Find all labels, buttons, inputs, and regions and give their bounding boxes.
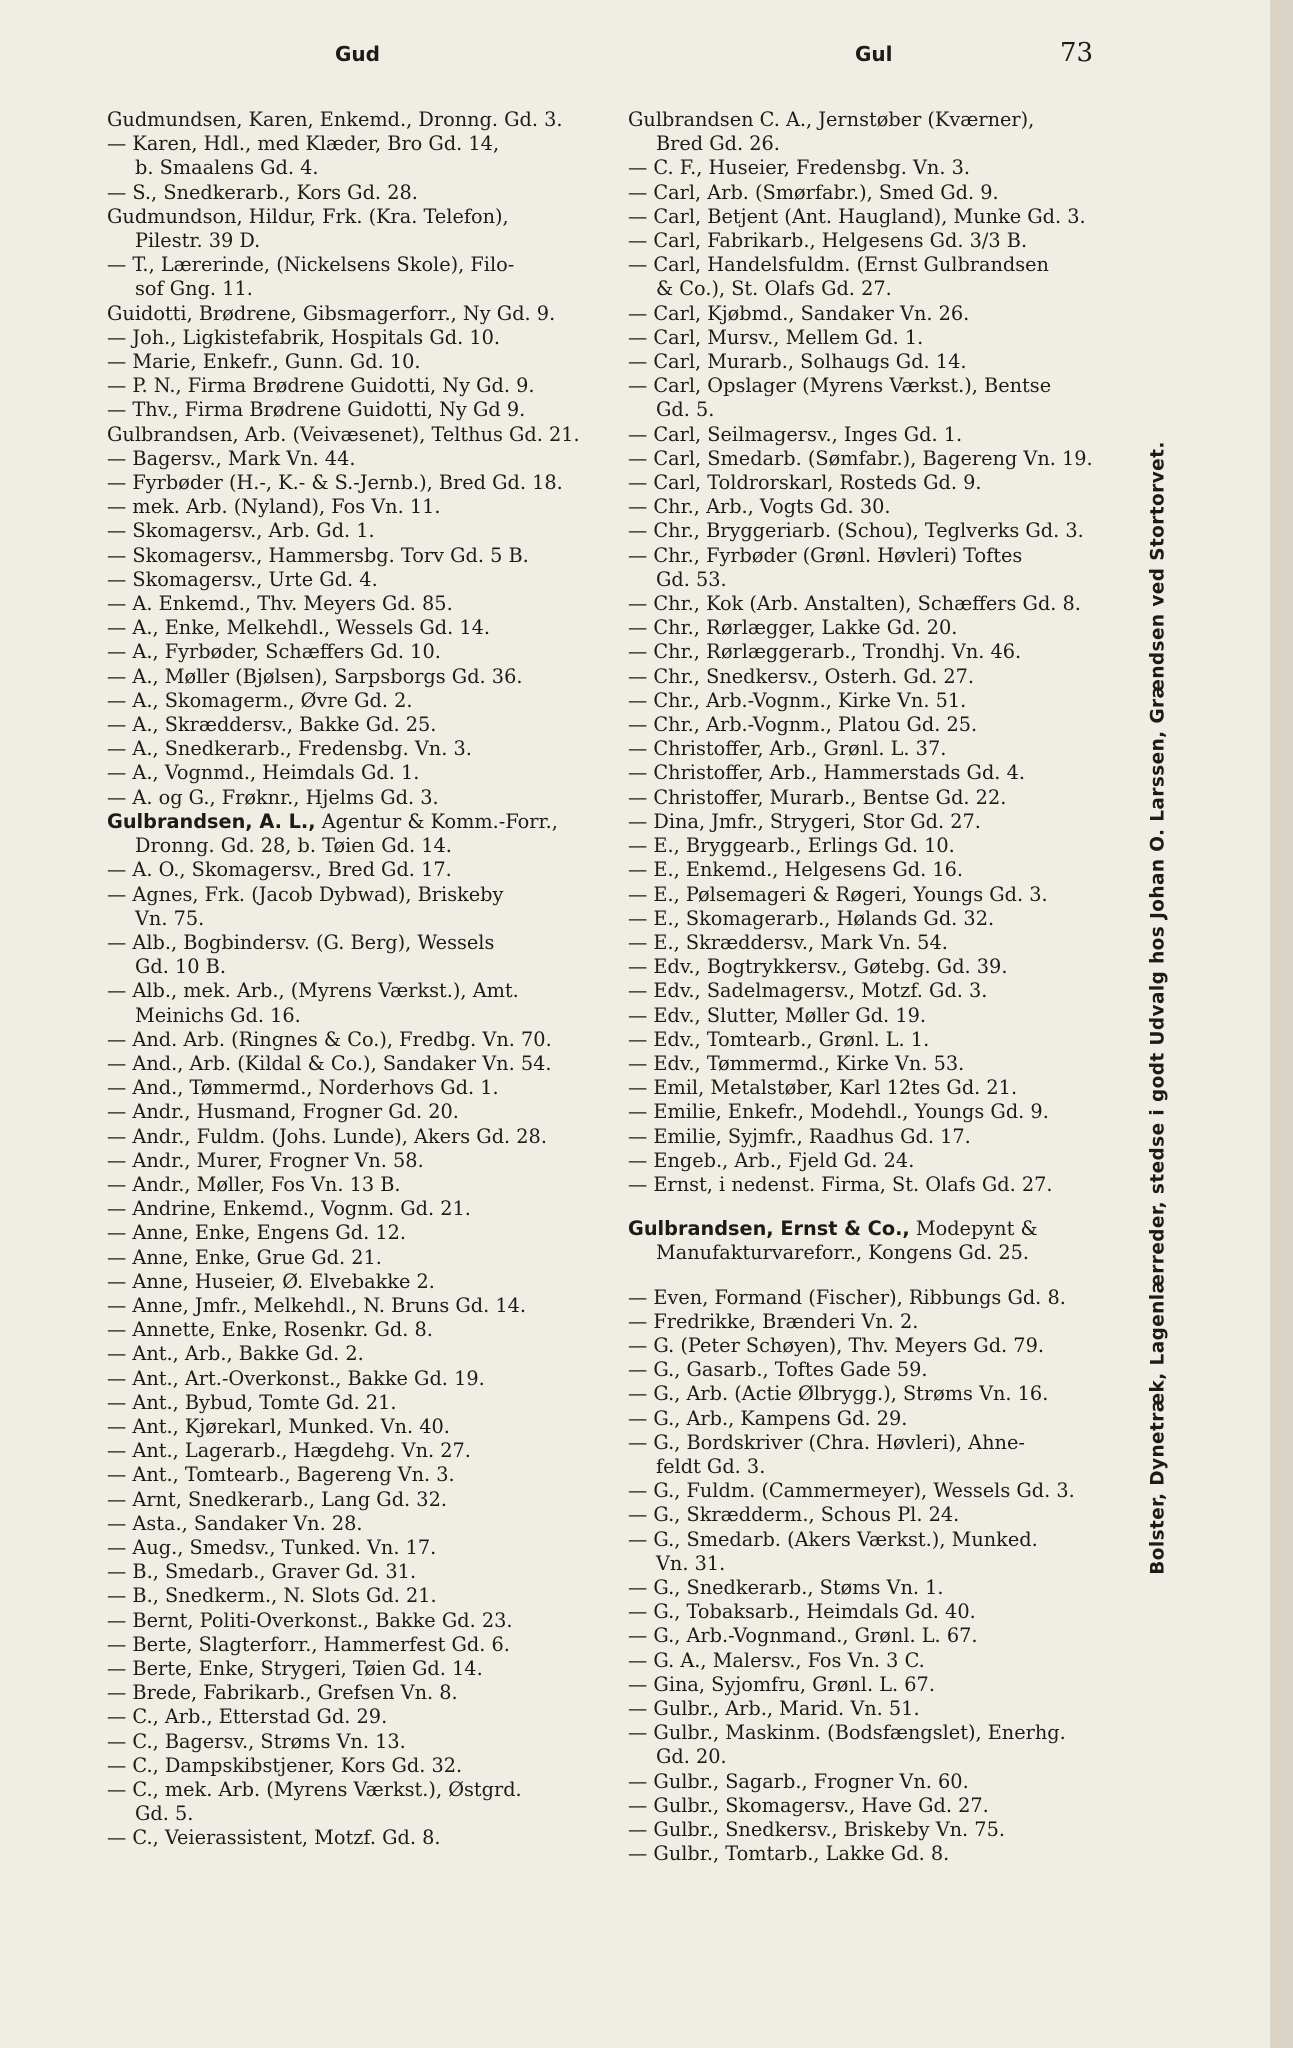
- directory-entry: [107, 1197, 619, 1221]
- entry-line: — Annette, Enke, Rosenkr. Gd. 8.: [107, 1318, 433, 1342]
- entry-line: — Emilie, Enkefr., Modehdl., Youngs Gd. 9.: [628, 1100, 1049, 1124]
- directory-entry: [107, 1439, 619, 1463]
- entry-line: — Thv., Firma Brødrene Guidotti, Ny Gd 9.: [107, 398, 526, 422]
- entry-line: — A., Snedkerarb., Fredensbg. Vn. 3.: [107, 737, 472, 761]
- entry-line: — G. (Peter Schøyen), Thv. Meyers Gd. 79.: [628, 1333, 1044, 1357]
- entry-line: — Carl, Murarb., Solhaugs Gd. 14.: [628, 350, 967, 374]
- entry-line: — C., Veierassistent, Motzf. Gd. 8.: [107, 1826, 441, 1850]
- directory-entry: [107, 447, 619, 471]
- directory-entry: [628, 737, 1138, 761]
- directory-entry: [628, 883, 1138, 907]
- directory-entry: [107, 1705, 619, 1729]
- entry-line: — Chr., Bryggeriarb. (Schou), Teglverks Gd. 3.: [628, 519, 1084, 543]
- entry-line: — A., Fyrbøder, Schæffers Gd. 10.: [107, 640, 441, 664]
- directory-entry: [107, 568, 619, 592]
- directory-entry: [628, 761, 1138, 785]
- entry-line: — Christoffer, Arb., Grønl. L. 37.: [628, 737, 947, 761]
- directory-entry: [107, 1754, 619, 1778]
- directory-entry: [628, 979, 1138, 1003]
- directory-entry: [107, 883, 619, 931]
- entry-continuation: Pilestr. 39 D.: [135, 229, 261, 253]
- entry-line: — Brede, Fabrikarb., Grefsen Vn. 8.: [107, 1681, 458, 1705]
- entry-line: — Skomagersv., Urte Gd. 4.: [107, 567, 378, 591]
- entry-continuation: Bred Gd. 26.: [656, 132, 780, 156]
- entry-line: — Gulbr., Arb., Marid. Vn. 51.: [628, 1697, 920, 1720]
- directory-entry: [628, 1028, 1138, 1052]
- directory-entry: [628, 858, 1138, 882]
- entry-line: — Alb., mek. Arb., (Myrens Værkst.), Amt.: [107, 979, 519, 1003]
- directory-entry: [107, 1149, 619, 1173]
- page-number: 73: [1060, 38, 1094, 68]
- directory-entry: [107, 1681, 619, 1705]
- entry-line: — Chr., Fyrbøder (Grønl. Høvleri) Toftes: [628, 543, 1023, 567]
- entry-line: — S., Snedkerarb., Kors Gd. 28.: [107, 180, 418, 204]
- header-left-guide: Gud: [335, 42, 380, 66]
- entry-line: — Emilie, Syjmfr., Raadhus Gd. 17.: [628, 1124, 971, 1148]
- directory-entry: [107, 181, 619, 205]
- entry-line: — Dina, Jmfr., Strygeri, Stor Gd. 27.: [628, 809, 981, 833]
- directory-entry: [107, 1463, 619, 1487]
- entry-line: — C., Dampskibstjener, Kors Gd. 32.: [107, 1753, 463, 1777]
- directory-entry: [107, 108, 619, 132]
- directory-entry: [107, 326, 619, 350]
- directory-entry: [628, 374, 1138, 422]
- entry-line: — Chr., Snedkersv., Osterh. Gd. 27.: [628, 664, 975, 688]
- directory-entry: [628, 1528, 1138, 1576]
- entry-line: — Marie, Enkefr., Gunn. Gd. 10.: [107, 350, 421, 374]
- directory-entry: [107, 519, 619, 543]
- entry-line: — G., Smedarb. (Akers Værkst.), Munked.: [628, 1527, 1038, 1551]
- entry-line: — T., Lærerinde, (Nickelsens Skole), Filo-: [107, 253, 515, 277]
- entry-line: — Ant., Tomtearb., Bagereng Vn. 3.: [107, 1463, 455, 1487]
- directory-entry: [628, 1624, 1138, 1648]
- entry-line: — Andr., Fuldm. (Johs. Lunde), Akers Gd. 28.: [107, 1124, 547, 1148]
- entry-line: — Agnes, Frk. (Jacob Dybwad), Briskeby: [107, 882, 504, 906]
- directory-entry: [628, 1382, 1138, 1406]
- directory-entry: [107, 1778, 619, 1826]
- directory-entry: [628, 955, 1138, 979]
- entry-line: — C., Bagersv., Strøms Vn. 13.: [107, 1729, 406, 1753]
- entry-line: — G., Gasarb., Toftes Gade 59.: [628, 1358, 928, 1382]
- directory-entry: [107, 253, 619, 301]
- directory-entry: [107, 1560, 619, 1584]
- entry-line: — G., Bordskriver (Chra. Høvleri), Ahne-: [628, 1430, 1025, 1454]
- left-column: [107, 108, 619, 1851]
- directory-entry: [107, 1657, 619, 1681]
- entry-line: — G., Snedkerarb., Støms Vn. 1.: [628, 1575, 944, 1599]
- directory-entry: [628, 1794, 1138, 1818]
- entry-line: — Ant., Kjørekarl, Munked. Vn. 40.: [107, 1414, 450, 1438]
- entry-line: — Bernt, Politi-Overkonst., Bakke Gd. 23.: [107, 1608, 513, 1632]
- directory-entry: [628, 1286, 1138, 1310]
- directory-entry: [628, 1334, 1138, 1358]
- entry-line: — And. Arb. (Ringnes & Co.), Fredbg. Vn. 70.: [107, 1027, 552, 1051]
- entry-line: — Carl, Seilmagersv., Inges Gd. 1.: [628, 422, 963, 446]
- directory-entry: [107, 1076, 619, 1100]
- directory-entry: [107, 1391, 619, 1415]
- entry-continuation: Gd. 5.: [656, 398, 715, 422]
- entry-line: — C. F., Huseier, Fredensbg. Vn. 3.: [628, 156, 970, 180]
- directory-entry: [628, 931, 1138, 955]
- directory-entry: [628, 1173, 1138, 1197]
- directory-entry: [107, 1584, 619, 1608]
- directory-entry: [107, 1028, 619, 1052]
- entry-line: — E., Pølsemageri & Røgeri, Youngs Gd. 3.: [628, 882, 1048, 906]
- directory-entry: [628, 350, 1138, 374]
- directory-entry: [107, 1826, 619, 1850]
- directory-entry: [107, 1270, 619, 1294]
- entry-continuation: sof Gng. 11.: [135, 277, 253, 301]
- entry-line: — Andr., Møller, Fos Vn. 13 B.: [107, 1172, 401, 1196]
- entry-line: — Berte, Slagterforr., Hammerfest Gd. 6.: [107, 1632, 510, 1656]
- header-right-guide: Gul: [855, 42, 893, 66]
- right-column: [628, 108, 1138, 1866]
- entry-line: — Chr., Kok (Arb. Anstalten), Schæffers Gd. 8.: [628, 592, 1081, 616]
- entry-line: — E., Skomagerarb., Hølands Gd. 32.: [628, 906, 995, 930]
- directory-entry: [628, 1503, 1138, 1527]
- directory-entry: [107, 786, 619, 810]
- directory-entry: [107, 1730, 619, 1754]
- entry-line: Gudmundson, Hildur, Frk. (Kra. Telefon),: [107, 204, 509, 228]
- directory-entry: [107, 1512, 619, 1536]
- entry-continuation: Gd. 10 B.: [135, 955, 226, 979]
- entry-line: — Carl, Fabrikarb., Helgesens Gd. 3/3 B.: [628, 229, 1028, 253]
- entry-line: — Carl, Toldrorskarl, Rosteds Gd. 9.: [628, 471, 982, 495]
- directory-entry: [107, 1173, 619, 1197]
- entry-line: — Carl, Arb. (Smørfabr.), Smed Gd. 9.: [628, 180, 999, 204]
- entry-line: — Carl, Betjent (Ant. Haugland), Munke Gd. 3.: [628, 204, 1086, 228]
- directory-entry: [107, 350, 619, 374]
- directory-entry: [628, 834, 1138, 858]
- entry-line: — Ant., Art.-Overkonst., Bakke Gd. 19.: [107, 1366, 485, 1390]
- directory-entry: [628, 205, 1138, 229]
- entry-line: — Emil, Metalstøber, Karl 12tes Gd. 21.: [628, 1076, 1018, 1100]
- directory-entry: [107, 1342, 619, 1366]
- entry-line: — Gulbr., Skomagersv., Have Gd. 27.: [628, 1793, 989, 1817]
- directory-entry: [628, 423, 1138, 447]
- entry-line: — Chr., Arb.-Vognm., Kirke Vn. 51.: [628, 688, 967, 712]
- entry-line: — E., Enkemd., Helgesens Gd. 16.: [628, 858, 964, 882]
- directory-entry: [628, 689, 1138, 713]
- entry-firm-name: Gulbrandsen, Ernst & Co.,: [628, 1217, 910, 1241]
- directory-entry: [628, 181, 1138, 205]
- directory-entry: [107, 1246, 619, 1270]
- directory-entry: [107, 1609, 619, 1633]
- directory-entry: [107, 1536, 619, 1560]
- directory-entry: [107, 616, 619, 640]
- directory-entry: [628, 1479, 1138, 1503]
- entry-line: — A. Enkemd., Thv. Meyers Gd. 85.: [107, 592, 453, 616]
- entry-line: — Chr., Rørlægger, Lakke Gd. 20.: [628, 616, 958, 640]
- entry-line: — A., Møller (Bjølsen), Sarpsborgs Gd. 36.: [107, 664, 523, 688]
- directory-entry: [107, 205, 619, 253]
- directory-entry: [628, 156, 1138, 180]
- directory-entry: [107, 544, 619, 568]
- directory-entry: [107, 471, 619, 495]
- entry-line: — Fredrikke, Brænderi Vn. 2.: [628, 1309, 919, 1333]
- entry-line: — Edv., Sadelmagersv., Motzf. Gd. 3.: [628, 979, 988, 1003]
- directory-entry: [107, 931, 619, 979]
- entry-line: — Edv., Tømmermd., Kirke Vn. 53.: [628, 1051, 965, 1075]
- entry-line: — B., Snedkerm., N. Slots Gd. 21.: [107, 1584, 437, 1608]
- directory-entry: [107, 1294, 619, 1318]
- entry-line: — Anne, Enke, Engens Gd. 12.: [107, 1221, 407, 1245]
- entry-line: — A. O., Skomagersv., Bred Gd. 17.: [107, 858, 452, 882]
- entry-continuation: Gd. 53.: [656, 567, 727, 591]
- directory-entry: [107, 737, 619, 761]
- entry-line: — Andrine, Enkemd., Vognm. Gd. 21.: [107, 1197, 471, 1221]
- entry-line: — Alb., Bogbindersv. (G. Berg), Wessels: [107, 930, 495, 954]
- entry-line: — Ant., Lagerarb., Hægdehg. Vn. 27.: [107, 1439, 471, 1463]
- page-header: [100, 38, 1130, 82]
- entry-line: — Karen, Hdl., med Klæder, Bro Gd. 14,: [107, 132, 500, 156]
- entry-continuation: Vn. 31.: [656, 1551, 726, 1575]
- entry-line: Modepynt &: [909, 1217, 1038, 1241]
- entry-line: Guidotti, Brødrene, Gibsmagerforr., Ny Gd. 9.: [107, 301, 556, 325]
- directory-entry: [628, 1721, 1138, 1769]
- directory-entry: [107, 1125, 619, 1149]
- entry-line: — Skomagersv., Hammersbg. Torv Gd. 5 B.: [107, 543, 529, 567]
- directory-entry: [628, 1649, 1138, 1673]
- directory-entry: [107, 1633, 619, 1657]
- entry-line: — B., Smedarb., Graver Gd. 31.: [107, 1560, 417, 1584]
- entry-line: — A., Skræddersv., Bakke Gd. 25.: [107, 713, 437, 737]
- entry-line: — Anne, Enke, Grue Gd. 21.: [107, 1245, 382, 1269]
- directory-entry: [628, 1149, 1138, 1173]
- entry-line: — G., Arb. (Actie Ølbrygg.), Strøms Vn. 16.: [628, 1382, 1049, 1406]
- directory-entry: [628, 495, 1138, 519]
- entry-line: — Aug., Smedsv., Tunked. Vn. 17.: [107, 1535, 437, 1559]
- directory-entry: [628, 519, 1138, 543]
- entry-line: — Edv., Slutter, Møller Gd. 19.: [628, 1003, 926, 1027]
- entry-continuation: & Co.), St. Olafs Gd. 27.: [656, 277, 892, 301]
- directory-entry: [628, 1576, 1138, 1600]
- entry-line: — Ant., Arb., Bakke Gd. 2.: [107, 1342, 364, 1366]
- entry-line: — Fyrbøder (H.-, K.- & S.-Jernb.), Bred Gd. 18.: [107, 471, 563, 495]
- directory-entry: [107, 713, 619, 737]
- entry-gap: [628, 1197, 1138, 1217]
- entry-line: — A., Skomagerm., Øvre Gd. 2.: [107, 688, 413, 712]
- entry-line: — G., Arb., Kampens Gd. 29.: [628, 1406, 908, 1430]
- directory-entry: [628, 1004, 1138, 1028]
- directory-entry: [107, 1415, 619, 1439]
- entry-line: — Gina, Syjomfru, Grønl. L. 67.: [628, 1672, 935, 1696]
- directory-entry: [628, 302, 1138, 326]
- directory-entry: [628, 1076, 1138, 1100]
- directory-entry: [628, 471, 1138, 495]
- directory-entry: [628, 713, 1138, 737]
- entry-line: — Carl, Opslager (Myrens Værkst.), Bentse: [628, 374, 1052, 398]
- entry-line: — G., Arb.-Vognmand., Grønl. L. 67.: [628, 1624, 978, 1648]
- entry-line: — Engeb., Arb., Fjeld Gd. 24.: [628, 1148, 915, 1172]
- entry-continuation: Manufakturvareforr., Kongens Gd. 25.: [656, 1241, 1030, 1265]
- directory-entry: [107, 858, 619, 882]
- directory-entry: [107, 592, 619, 616]
- directory-entry: [628, 1842, 1138, 1866]
- directory-entry: [107, 1488, 619, 1512]
- directory-entry: [107, 810, 619, 858]
- entry-line: — A. og G., Frøknr., Hjelms Gd. 3.: [107, 785, 439, 809]
- directory-entry: [628, 1600, 1138, 1624]
- directory-entry: [107, 1052, 619, 1076]
- entry-line: — Ant., Bybud, Tomte Gd. 21.: [107, 1390, 397, 1414]
- entry-line: Gudmundsen, Karen, Enkemd., Dronng. Gd. 3.: [107, 108, 563, 131]
- entry-continuation: Meinichs Gd. 16.: [135, 1003, 301, 1027]
- directory-entry: [628, 326, 1138, 350]
- directory-entry: [628, 1673, 1138, 1697]
- directory-entry: [107, 302, 619, 326]
- entry-line: — Chr., Arb., Vogts Gd. 30.: [628, 495, 891, 519]
- entry-line: — Ernst, i nedenst. Firma, St. Olafs Gd. 27.: [628, 1172, 1053, 1196]
- directory-entry: [628, 1407, 1138, 1431]
- directory-entry: [107, 1100, 619, 1124]
- entry-line: — Joh., Ligkistefabrik, Hospitals Gd. 10.: [107, 325, 500, 349]
- entry-line: — Carl, Smedarb. (Sømfabr.), Bagereng Vn. 19.: [628, 446, 1093, 470]
- entry-line: — And., Tømmermd., Norderhovs Gd. 1.: [107, 1076, 499, 1100]
- entry-line: — Even, Formand (Fischer), Ribbungs Gd. 8.: [628, 1285, 1066, 1309]
- entry-firm-name: Gulbrandsen, A. L.,: [107, 809, 316, 833]
- entry-line: — E., Bryggearb., Erlings Gd. 10.: [628, 834, 955, 858]
- directory-entry: [628, 1100, 1138, 1124]
- entry-line: — E., Skræddersv., Mark Vn. 54.: [628, 930, 948, 954]
- side-advertisement-text: Bolster, Dynetræk, Lagenlærreder, stedse i godt Udvalg hos Johan O. Larssen, Grændsen ved Stortorvet.: [1147, 441, 1169, 1575]
- directory-entry: [107, 1221, 619, 1245]
- directory-entry: [628, 544, 1138, 592]
- directory-entry: [107, 1318, 619, 1342]
- directory-entry: [107, 640, 619, 664]
- directory-entry: [628, 810, 1138, 834]
- entry-line: — Chr., Rørlæggerarb., Trondhj. Vn. 46.: [628, 640, 1022, 664]
- entry-line: — Carl, Kjøbmd., Sandaker Vn. 26.: [628, 301, 970, 325]
- directory-entry: [107, 1367, 619, 1391]
- entry-line: — Arnt, Snedkerarb., Lang Gd. 32.: [107, 1487, 447, 1511]
- directory-entry: [628, 786, 1138, 810]
- directory-entry: [628, 1358, 1138, 1382]
- entry-continuation: feldt Gd. 3.: [656, 1454, 766, 1478]
- directory-entry: [628, 665, 1138, 689]
- side-advertisement: [1146, 378, 1170, 1638]
- directory-entry: [107, 689, 619, 713]
- entry-line: — Berte, Enke, Strygeri, Tøien Gd. 14.: [107, 1657, 483, 1680]
- entry-line: — Andr., Murer, Frogner Vn. 58.: [107, 1148, 424, 1172]
- directory-entry: [628, 1818, 1138, 1842]
- entry-continuation: Dronng. Gd. 28, b. Tøien Gd. 14.: [135, 834, 452, 858]
- entry-line: — mek. Arb. (Nyland), Fos Vn. 11.: [107, 495, 441, 519]
- entry-line: — And., Arb. (Kildal & Co.), Sandaker Vn. 54.: [107, 1051, 552, 1075]
- entry-line: — Asta., Sandaker Vn. 28.: [107, 1511, 363, 1535]
- directory-entry: [628, 108, 1138, 156]
- entry-line: — Gulbr., Snedkersv., Briskeby Vn. 75.: [628, 1818, 1005, 1842]
- entry-line: — G., Tobaksarb., Heimdals Gd. 40.: [628, 1600, 976, 1624]
- directory-entry: [628, 1697, 1138, 1721]
- entry-continuation: b. Smaalens Gd. 4.: [135, 156, 319, 180]
- entry-line: Gulbrandsen C. A., Jernstøber (Kværner),: [628, 108, 1035, 131]
- entry-line: — Carl, Handelsfuldm. (Ernst Gulbrandsen: [628, 253, 1049, 277]
- directory-entry: [628, 640, 1138, 664]
- entry-line: — C., mek. Arb. (Myrens Værkst.), Østgrd.: [107, 1778, 522, 1802]
- entry-line: — Gulbr., Maskinm. (Bodsfængslet), Enerhg.: [628, 1721, 1066, 1745]
- directory-entry: [628, 1052, 1138, 1076]
- directory-entry: [107, 495, 619, 519]
- entry-line: — A., Vognmd., Heimdals Gd. 1.: [107, 761, 420, 785]
- entry-continuation: Gd. 5.: [135, 1802, 194, 1826]
- entry-line: — Anne, Jmfr., Melkehdl., N. Bruns Gd. 14.: [107, 1293, 527, 1317]
- directory-entry: [628, 1770, 1138, 1794]
- page-edge: [1270, 0, 1293, 2048]
- directory-entry: [107, 374, 619, 398]
- entry-continuation: Vn. 75.: [135, 906, 205, 930]
- directory-entry: [628, 1431, 1138, 1479]
- entry-line: — Edv., Bogtrykkersv., Gøtebg. Gd. 39.: [628, 955, 1008, 979]
- directory-entry: [107, 665, 619, 689]
- directory-entry: [628, 907, 1138, 931]
- entry-continuation: Gd. 20.: [656, 1745, 727, 1769]
- entry-line: — C., Arb., Etterstad Gd. 29.: [107, 1705, 388, 1729]
- entry-line: — Christoffer, Arb., Hammerstads Gd. 4.: [628, 761, 1025, 785]
- entry-line: — Chr., Arb.-Vognm., Platou Gd. 25.: [628, 713, 978, 737]
- entry-gap: [628, 1266, 1138, 1286]
- entry-line: — G., Skrædderm., Schous Pl. 24.: [628, 1503, 960, 1527]
- directory-entry: [107, 423, 619, 447]
- directory-entry: [628, 447, 1138, 471]
- entry-line: Gulbrandsen, Arb. (Veivæsenet), Telthus Gd. 21.: [107, 422, 580, 446]
- entry-line: — G. A., Malersv., Fos Vn. 3 C.: [628, 1648, 925, 1672]
- directory-entry: [628, 1125, 1138, 1149]
- entry-line: — Gulbr., Sagarb., Frogner Vn. 60.: [628, 1769, 969, 1793]
- directory-entry: [628, 592, 1138, 616]
- entry-line: — Christoffer, Murarb., Bentse Gd. 22.: [628, 785, 1007, 809]
- directory-entry: [107, 979, 619, 1027]
- directory-entry: [107, 761, 619, 785]
- directory-entry: [628, 253, 1138, 301]
- entry-line: — Andr., Husmand, Frogner Gd. 20.: [107, 1100, 459, 1124]
- entry-line: — A., Enke, Melkehdl., Wessels Gd. 14.: [107, 616, 491, 640]
- entry-line: — Skomagersv., Arb. Gd. 1.: [107, 519, 375, 543]
- entry-line: — Anne, Huseier, Ø. Elvebakke 2.: [107, 1269, 435, 1293]
- entry-line: — Edv., Tomtearb., Grønl. L. 1.: [628, 1027, 930, 1051]
- directory-entry: [107, 398, 619, 422]
- directory-entry: [628, 616, 1138, 640]
- entry-line: — Bagersv., Mark Vn. 44.: [107, 446, 356, 470]
- directory-entry: [628, 1217, 1138, 1265]
- entry-line: — Gulbr., Tomtarb., Lakke Gd. 8.: [628, 1842, 950, 1866]
- directory-entry: [628, 229, 1138, 253]
- entry-line: Agentur & Komm.-Forr.,: [315, 809, 558, 833]
- entry-line: — P. N., Firma Brødrene Guidotti, Ny Gd. 9.: [107, 374, 535, 398]
- directory-entry: [107, 132, 619, 180]
- entry-line: — G., Fuldm. (Cammermeyer), Wessels Gd. 3.: [628, 1479, 1075, 1503]
- directory-entry: [628, 1310, 1138, 1334]
- entry-line: — Carl, Mursv., Mellem Gd. 1.: [628, 325, 924, 349]
